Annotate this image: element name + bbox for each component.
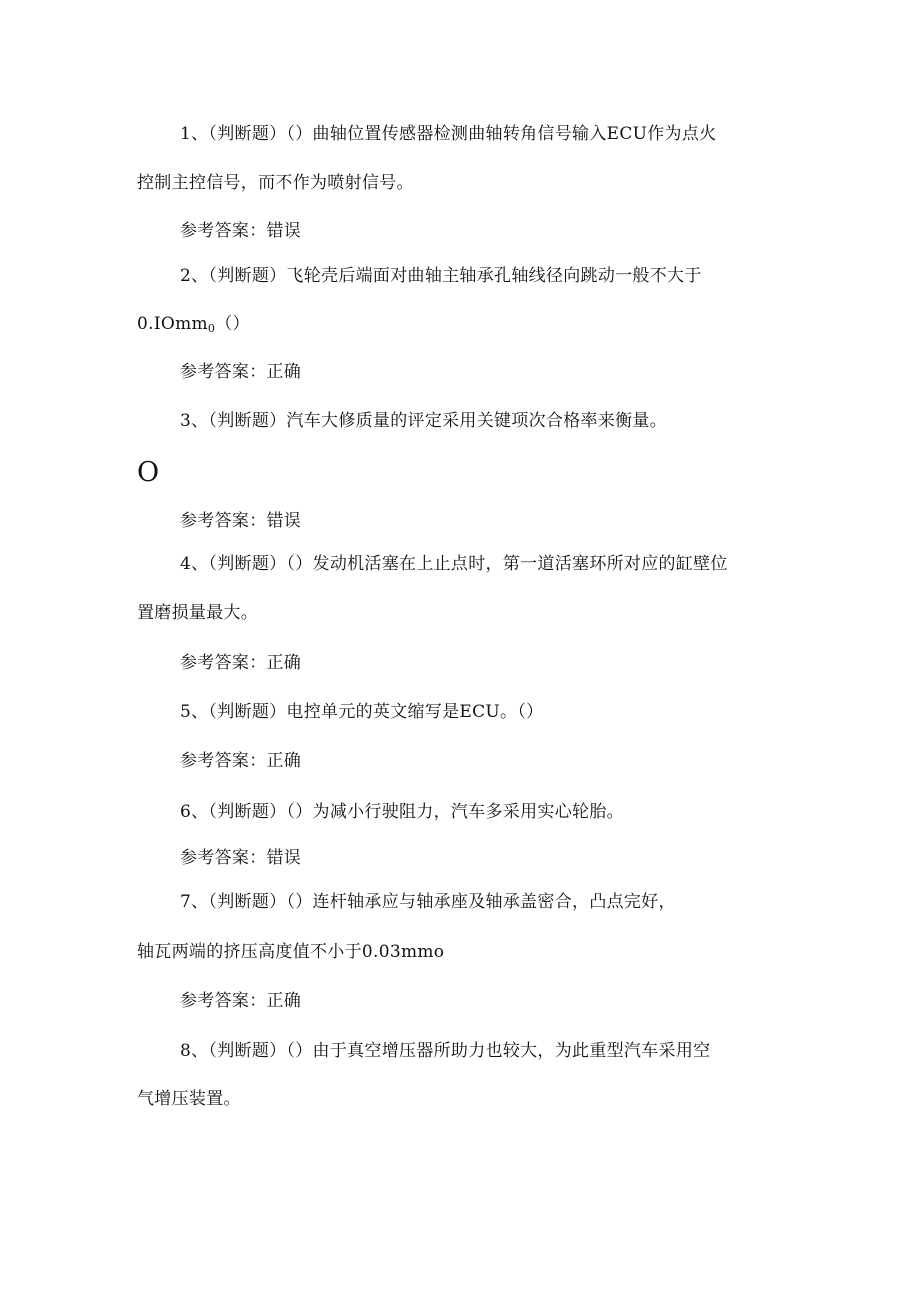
question-4-line-2: 置磨损量最大。 [137, 603, 259, 623]
question-7-line-1: 7、（判断题）（）连杆轴承应与轴承座及轴承盖密合，凸点完好， [180, 892, 676, 912]
question-5-answer: 参考答案：正确 [180, 751, 302, 771]
question-2-line-1: 2、（判断题）飞轮壳后端面对曲轴主轴承孔轴线径向跳动一般不大于 [180, 266, 702, 286]
question-8-line-2: 气增压装置。 [137, 1089, 241, 1109]
question-1-line-1: 1、（判断题）（）曲轴位置传感器检测曲轴转角信号输入ECU作为点火 [180, 124, 717, 144]
question-6-answer: 参考答案：错误 [180, 848, 302, 868]
question-5-line-1: 5、（判断题）电控单元的英文缩写是ECU。（） [180, 702, 544, 722]
question-3-line-1: 3、（判断题）汽车大修质量的评定采用关键项次合格率来衡量。 [180, 411, 668, 431]
question-6-line-1: 6、（判断题）（）为减小行驶阻力，汽车多采用实心轮胎。 [180, 802, 624, 822]
question-7-line-2: 轴瓦两端的挤压高度值不小于0.03mmo [137, 942, 445, 962]
question-3-answer: 参考答案：错误 [180, 511, 302, 531]
question-4-answer: 参考答案：正确 [180, 653, 302, 673]
question-7-answer: 参考答案：正确 [180, 991, 302, 1011]
question-3-line-2: O [137, 457, 160, 488]
question-2-answer: 参考答案：正确 [180, 362, 302, 382]
question-1-answer: 参考答案：错误 [180, 221, 302, 241]
question-4-line-1: 4、（判断题）（）发动机活塞在上止点时，第一道活塞环所对应的缸壁位 [180, 554, 728, 574]
question-2-value: 0.IOmm [137, 314, 208, 334]
question-2-paren: （） [215, 314, 250, 334]
question-2-subscript: 0 [207, 322, 216, 335]
question-2-line-2 [137, 313, 250, 335]
question-1-line-2: 控制主控信号，而不作为喷射信号。 [137, 173, 414, 193]
question-8-line-1: 8、（判断题）（）由于真空增压器所助力也较大，为此重型汽车采用空 [180, 1041, 711, 1061]
